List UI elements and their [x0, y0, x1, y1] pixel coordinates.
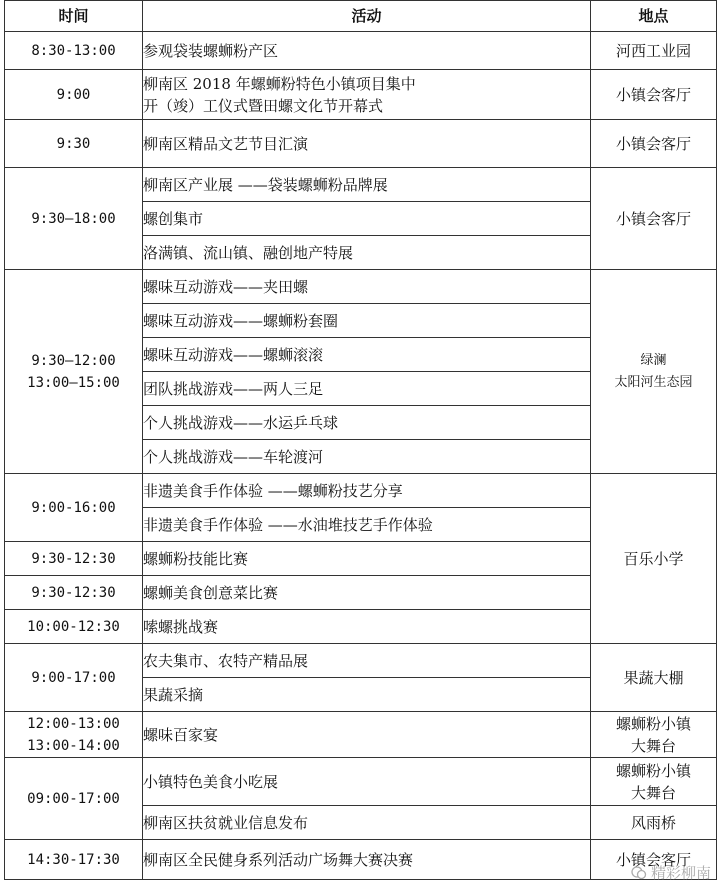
table-row [5, 474, 717, 508]
watermark [631, 862, 711, 883]
time-cell: 09:00-17:00 [5, 758, 143, 840]
location-line: 螺蛳粉小镇 [615, 714, 691, 733]
header-time: 时间 [5, 1, 143, 32]
header-row [5, 1, 717, 32]
activity-cell: 农夫集市、农特产精品展 [143, 644, 591, 678]
time-cell: 9:30-12:30 [5, 542, 143, 576]
activity-cell: 非遗美食手作体验 ——水油堆技艺手作体验 [143, 508, 591, 542]
activity-cell: 非遗美食手作体验 ——螺蛳粉技艺分享 [143, 474, 591, 508]
location-line: 大舞台 [630, 783, 676, 802]
header-activity: 活动 [143, 1, 591, 32]
header-location: 地点 [591, 1, 717, 32]
time-cell [5, 270, 143, 474]
activity-cell: 柳南区精品文艺节目汇演 [143, 120, 591, 168]
time-line: 13:00-14:00 [27, 737, 120, 754]
table-row [5, 644, 717, 678]
time-cell: 9:30 [5, 120, 143, 168]
table-row [5, 168, 717, 202]
wechat-icon [631, 865, 647, 881]
activity-cell: 团队挑战游戏——两人三足 [143, 372, 591, 406]
activity-cell: 螺蛳粉技能比赛 [143, 542, 591, 576]
location-cell: 风雨桥 [591, 806, 717, 840]
activity-cell: 果蔬采摘 [143, 678, 591, 712]
location-line: 绿澜 [640, 352, 667, 368]
time-cell: 9:00 [5, 70, 143, 120]
location-cell: 小镇会客厅 [591, 70, 717, 120]
activity-cell: 个人挑战游戏——水运乒乓球 [143, 406, 591, 440]
time-cell: 10:00-12:30 [5, 610, 143, 644]
location-cell: 果蔬大棚 [591, 644, 717, 712]
location-cell: 河西工业园 [591, 32, 717, 70]
location-line: 螺蛳粉小镇 [615, 761, 691, 780]
time-line: 9:30—12:00 [31, 352, 116, 369]
table-row [5, 840, 717, 880]
location-line: 大舞台 [630, 736, 676, 755]
activity-cell: 螺味互动游戏——螺蛳粉套圈 [143, 304, 591, 338]
activity-cell: 螺创集市 [143, 202, 591, 236]
location-cell [591, 712, 717, 758]
time-cell [5, 712, 143, 758]
activity-cell: 螺味互动游戏——螺蛳滚滚 [143, 338, 591, 372]
time-line: 13:00—15:00 [27, 374, 120, 391]
activity-cell: 参观袋装螺蛳粉产区 [143, 32, 591, 70]
activity-line: 开（竣）工仪式暨田螺文化节开幕式 [143, 96, 384, 115]
activity-cell: 小镇特色美食小吃展 [143, 758, 591, 806]
schedule-table [4, 0, 717, 880]
time-cell: 9:30—18:00 [5, 168, 143, 270]
table-row [5, 712, 717, 758]
table-row [5, 32, 717, 70]
time-cell: 9:00-16:00 [5, 474, 143, 542]
time-cell: 9:30-12:30 [5, 576, 143, 610]
activity-cell [143, 70, 591, 120]
table-row [5, 270, 717, 304]
table-row [5, 70, 717, 120]
activity-cell: 螺蛳美食创意菜比赛 [143, 576, 591, 610]
activity-cell: 柳南区扶贫就业信息发布 [143, 806, 591, 840]
time-cell: 14:30-17:30 [5, 840, 143, 880]
activity-cell: 个人挑战游戏——车轮渡河 [143, 440, 591, 474]
activity-cell: 螺味百家宴 [143, 712, 591, 758]
activity-cell: 嗦螺挑战赛 [143, 610, 591, 644]
location-cell [591, 758, 717, 806]
table-row [5, 120, 717, 168]
location-cell: 小镇会客厅 [591, 168, 717, 270]
location-cell: 小镇会客厅 [591, 120, 717, 168]
location-cell [591, 270, 717, 474]
time-line: 12:00-13:00 [27, 715, 120, 732]
table-row [5, 758, 717, 806]
watermark-text: 精彩柳南 [650, 864, 711, 882]
time-cell: 9:00-17:00 [5, 644, 143, 712]
activity-cell: 洛满镇、流山镇、融创地产特展 [143, 236, 591, 270]
location-cell: 百乐小学 [591, 474, 717, 644]
activity-cell: 柳南区全民健身系列活动广场舞大赛决赛 [143, 840, 591, 880]
activity-line: 柳南区 2018 年螺蛳粉特色小镇项目集中 [143, 74, 416, 93]
location-cell: 小镇会客厅 [591, 840, 717, 880]
location-line: 太阳河生态园 [614, 374, 693, 390]
time-cell: 8:30-13:00 [5, 32, 143, 70]
activity-cell: 螺味互动游戏——夹田螺 [143, 270, 591, 304]
activity-cell: 柳南区产业展 ——袋装螺蛳粉品牌展 [143, 168, 591, 202]
